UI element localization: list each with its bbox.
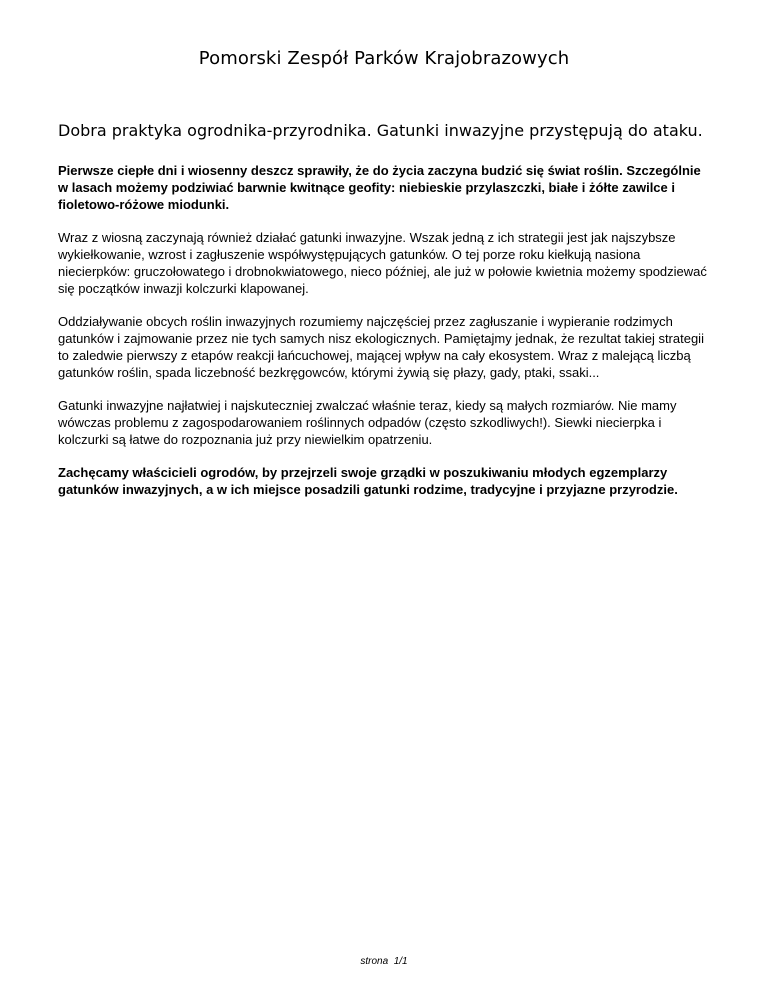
article-paragraph: Wraz z wiosną zaczynają również działać gatunki inwazyjne. Wszak jedną z ich strategii jest jak najszybsze wykiełkowanie, wzrost i zagłuszenie współwystępujących gatunków. O tej porze roku kiełkują nasiona niecierpków: gruczołowatego i drobnokwiatowego, nieco później, ale już w połowie kwietnia możemy spodziewać się początków inwazji kolczurki klapowanej.	[58, 230, 707, 296]
article-closing-paragraph: Zachęcamy właścicieli ogrodów, by przejrzeli swoje grządki w poszukiwaniu młodych egzemplarzy gatunków inwazyjnych, a w ich miejsce posadzili gatunki rodzime, tradycyjne i przyjazne przyrodzie.	[58, 465, 678, 497]
page-number: strona 1/1	[360, 956, 408, 967]
site-header-title: Pomorski Zespół Parków Krajobrazowych	[198, 48, 570, 69]
article-paragraph: Oddziaływanie obcych roślin inwazyjnych rozumiemy najczęściej przez zagłuszanie i wypieranie rodzimych gatunków i zajmowanie przez nie tych samych nisz ekologicznych. Pamiętajmy jednak, że rezultat takiej strategii to zaledwie pierwszy z etapów reakcji łańcuchowej, mającej wpływ na cały ekosystem. Wraz z malejącą liczbą gatunków roślin, spada liczebność bezkręgowców, którymi żywią się płazy, gady, ptaki, ssaki...	[58, 314, 704, 380]
article-paragraph: Gatunki inwazyjne najłatwiej i najskuteczniej zwalczać właśnie teraz, kiedy są małych rozmiarów. Nie mamy wówczas problemu z zagospodarowaniem roślinnych odpadów (często szkodliwych!). Siewki niecierpka i kolczurki są łatwe do rozpoznania już przy niewielkim opatrzeniu.	[58, 398, 677, 447]
article-title: Dobra praktyka ogrodnika-przyrodnika. Gatunki inwazyjne przystępują do ataku.	[58, 121, 703, 140]
article	[58, 120, 708, 514]
article-lead-paragraph: Pierwsze ciepłe dni i wiosenny deszcz sprawiły, że do życia zaczyna budzić się świat roślin. Szczególnie w lasach możemy podziwiać barwnie kwitnące geofity: niebieskie przylaszczki, białe i żółte zawilce i fioletowo-różowe miodunki.	[58, 163, 701, 212]
